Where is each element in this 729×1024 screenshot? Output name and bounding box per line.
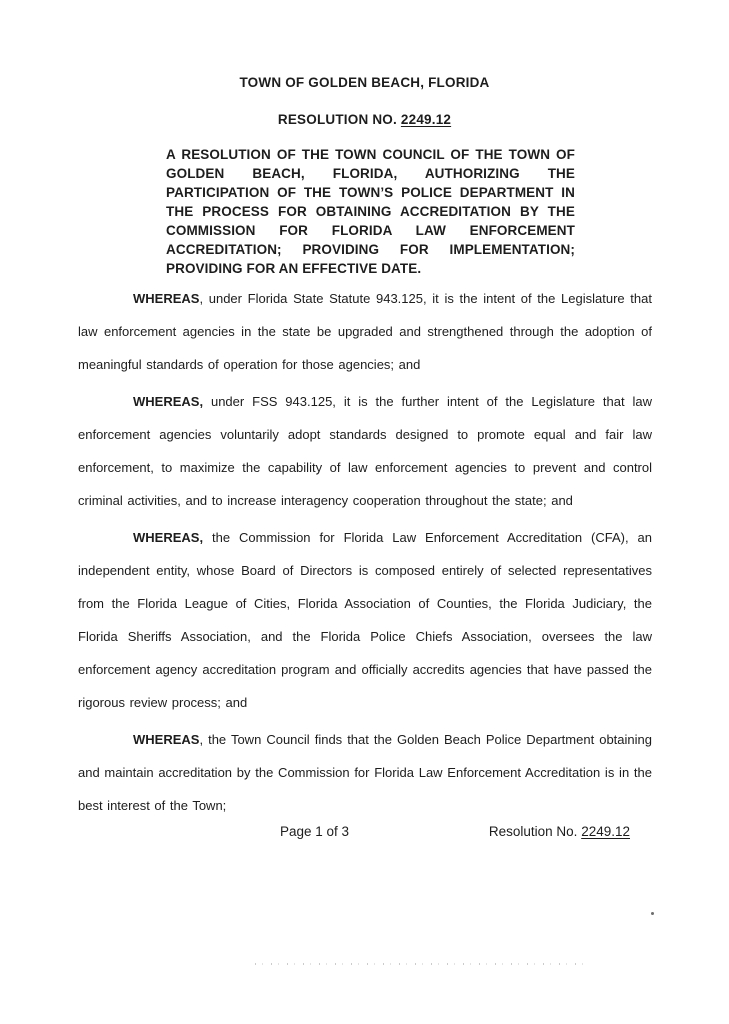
whereas-paragraph-3 [78,521,652,719]
page-number-label: Page 1 of 3 [280,824,350,839]
footer-resolution-number: 2249.12 [581,824,630,839]
whereas-paragraph-4 [78,723,652,822]
footer-resolution-label: Resolution No. [488,824,582,839]
whereas-paragraph-1 [78,282,652,381]
footer-resolution [489,824,630,839]
scan-noise-artifact [255,963,590,965]
resolution-heading [0,112,729,127]
page-footer [78,824,652,839]
whereas-text: the Commission for Florida Law Enforcement Accreditation (CFA), an independent entity, whose Board of Directors is composed entirely of selected representatives from the Florida League of Cities, Florida Association of Counties, the Florida Judiciary, the Florida Sheriffs Association, and the Florida Police Chiefs Association, oversees the law enforcement agency accreditation program and officially accredits agencies that have passed the rigorous review process; and [78,530,652,710]
whereas-lead: WHEREAS [133,291,200,306]
document-title: TOWN OF GOLDEN BEACH, FLORIDA [239,75,490,90]
resolution-heading-label: RESOLUTION NO. [277,112,401,127]
whereas-paragraph-2 [78,385,652,517]
resolution-heading-number: 2249.12 [400,112,452,127]
whereas-lead: WHEREAS, [133,530,204,545]
whereas-lead: WHEREAS, [133,394,204,409]
whereas-text: , the Town Council finds that the Golden Beach Police Department obtaining and maintain accreditation by the Commission for Florida Law Enforcement Accreditation is in the best interest of the Town; [78,732,652,813]
whereas-lead: WHEREAS [133,732,200,747]
scan-dot-artifact [651,912,654,915]
whereas-text: under FSS 943.125, it is the further intent of the Legislature that law enforcement agencies voluntarily adopt standards designed to promote equal and fair law enforcement, to maximize the capability of law enforcement agencies to prevent and control criminal activities, and to increase interagency cooperation throughout the state; and [78,394,652,508]
whereas-text: , under Florida State Statute 943.125, it is the intent of the Legislature that law enforcement agencies in the state be upgraded and strengthened through the adoption of meaningful standards of operation for those agencies; and [78,291,652,372]
document-body [78,282,652,822]
resolution-summary: A RESOLUTION OF THE TOWN COUNCIL OF THE TOWN OF GOLDEN BEACH, FLORIDA, AUTHORIZING THE PARTICIPATION OF THE TOWN’S POLICE DEPARTMENT IN THE PROCESS FOR OBTAINING ACCREDITATION BY THE COMMISSION FOR FLORIDA LAW ENFORCEMENT ACCREDITATION; PROVIDING FOR IMPLEMENTATION; PROVIDING FOR AN EFFECTIVE DATE. [166,147,575,276]
